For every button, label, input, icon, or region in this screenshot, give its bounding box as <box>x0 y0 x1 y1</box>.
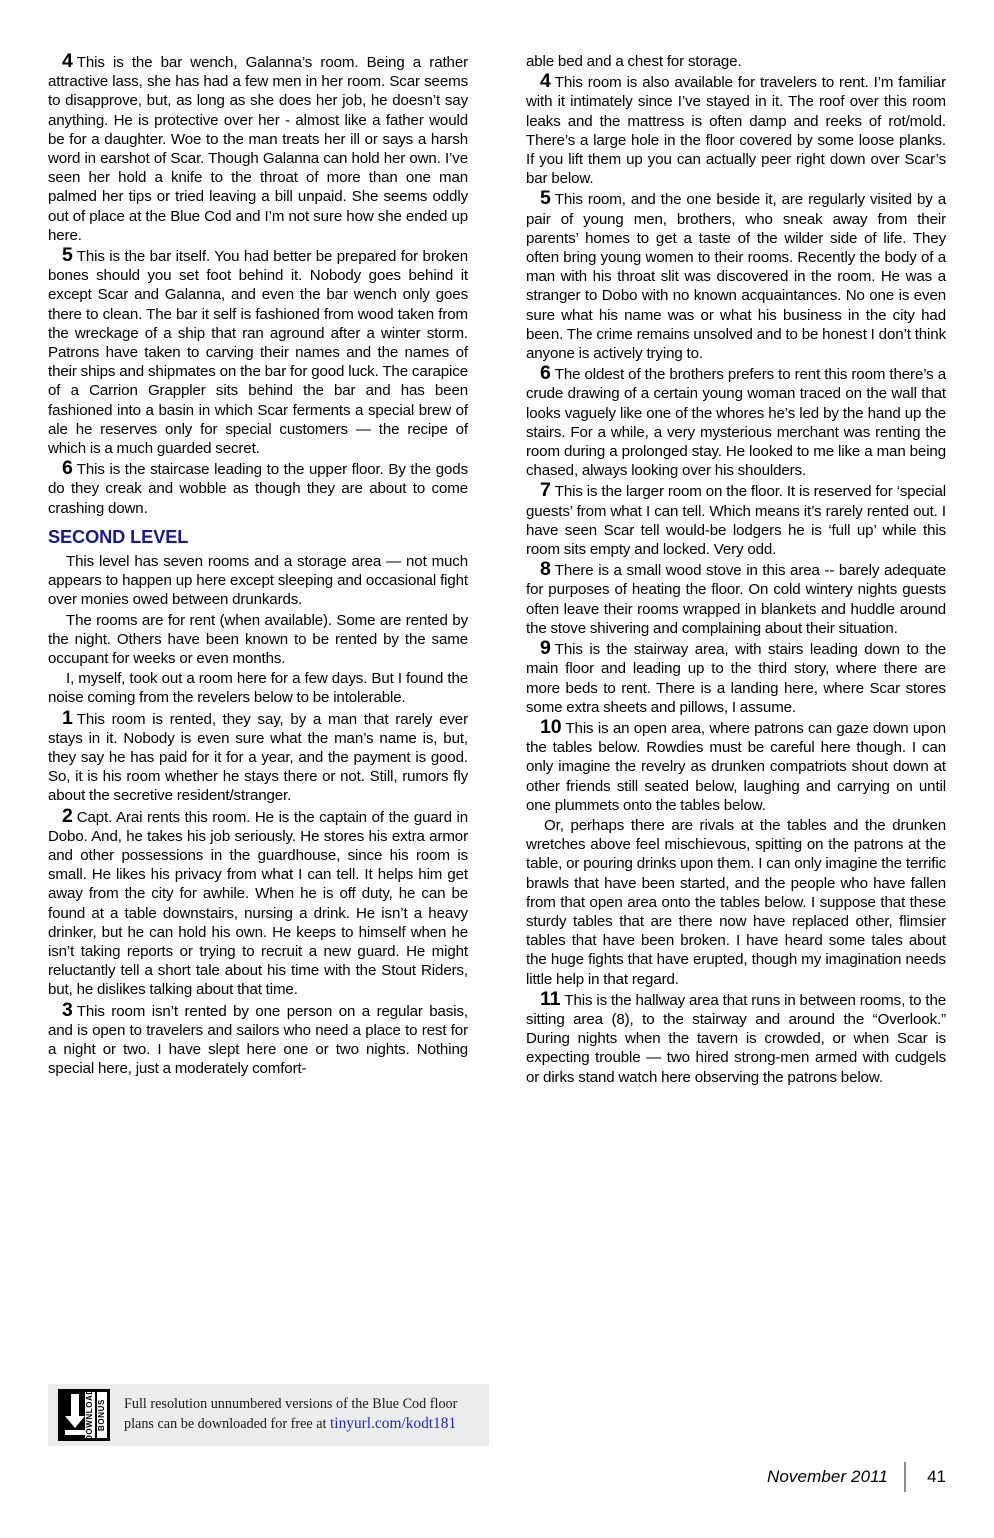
left-column <box>48 50 468 1442</box>
paragraph-2 <box>48 804 468 1000</box>
paragraph-6 <box>526 364 946 480</box>
paragraph-text: This room, and the one beside it, are regularly visited by a pair of young men, brothers, who sneak away from their parents’ homes to get a taste of the wilder side of life. They often bring young women to their rooms. Recently the body of a man with his throat slit was discovered in the room. He was a stranger to Dobo with no known acquaintances. No one is even sure what his name was or what his business in the city had been. The crime remains unsolved and to be honest I don’t think anyone is actively trying to. <box>526 191 946 363</box>
paragraph-7 <box>526 481 946 559</box>
paragraph-text: This is the hallway area that runs in between rooms, to the sitting area (8), to the stairway and around the “Overlook.” During nights when the tavern is crowded, or when Scar is expecting trouble — two hired strong-men armed with cudgels or dirks stand watch here observing the patrons below. <box>526 991 946 1086</box>
paragraph-text: The rooms are for rent (when available). Some are rented by the night. Others have been known to be rented by the same occupant for weeks or even months. <box>48 611 468 667</box>
bonus-text <box>124 1395 457 1435</box>
bonus-download-box <box>48 1384 489 1446</box>
two-column-layout <box>48 50 946 1442</box>
paragraph-1 <box>48 706 468 806</box>
paragraph-9 <box>526 639 946 717</box>
bonus-line-1: Full resolution unnumbered versions of the Blue Cod floor <box>124 1396 458 1413</box>
paragraph-number: 4 <box>540 70 551 93</box>
paragraph-5 <box>48 246 468 458</box>
paragraph-11 <box>526 987 946 1087</box>
paragraph-text: able bed and a chest for storage. <box>526 53 742 70</box>
section-paragraph-intro-2 <box>48 611 468 669</box>
paragraph-6 <box>48 459 468 518</box>
download-label: DOWNLOAD <box>85 1388 94 1442</box>
paragraph-text: This room is also available for travelers to rent. I’m familiar with it intimately since I’ve stayed in it. The roof over this room leaks and the mattress is often damp and reeks of rot/mold. There’s a large hole in the floor covered by some loose planks. If you lift them up you can actually peer right down over Scar’s bar below. <box>526 74 946 188</box>
paragraph-text: This room is rented, they say, by a man that rarely ever stays in it. Nobody is even sure what the man’s name is, but, they say he has paid for it for a year, and the payment is good. So, it is his room whether he stays there or not. Still, rumors fly about the secretive resident/stranger. <box>48 710 468 805</box>
down-arrow-icon <box>64 1394 86 1436</box>
paragraph-text: This is the stairway area, with stairs leading down to the main floor and leading up to the third story, where there are more beds to rent. There is a landing here, where Scar stores some extra sheets and pillows, I assume. <box>526 641 946 716</box>
bonus-label: BONUS <box>97 1392 107 1438</box>
section-heading-second-level: SECOND LEVEL <box>48 526 189 547</box>
paragraph-text: There is a small wood stove in this area -- barely adequate for purposes of heating the floor. On cold wintery nights guests often leave their rooms wrapped in blankets and huddle around the stove shivering and complaining about their situation. <box>526 562 946 637</box>
footer-page-number: 41 <box>927 1467 946 1486</box>
paragraph-number: 1 <box>62 706 73 729</box>
paragraph-number: 2 <box>62 804 73 827</box>
paragraph-aside <box>526 816 946 989</box>
paragraph-number: 11 <box>540 987 561 1010</box>
paragraph-continuation <box>526 52 946 71</box>
paragraph-10 <box>526 715 946 815</box>
paragraph-number: 3 <box>62 998 73 1021</box>
paragraph-number: 7 <box>540 479 551 502</box>
right-column <box>526 52 946 1432</box>
paragraph-text: This is the larger room on the floor. It is reserved for ‘special guests’ from what I can tell. Which means it’s rarely rented out. I have seen Scar tell would-be lodgers he is ‘full up’ while this room sits empty and locked. Very odd. <box>526 483 946 559</box>
paragraph-number: 8 <box>540 558 551 581</box>
paragraph-number: 4 <box>62 50 73 72</box>
bonus-line-2 <box>124 1414 457 1435</box>
paragraph-text: This is the bar wench, Galanna’s room. Being a rather attractive lass, she has had a few men in her room. Scar seems to disapprove, but, as long as she does her job, he doesn’t say anything. He is protective over her - almost like a father would be for a daughter. Woe to the man treats her ill or says a harsh word in earshot of Scar. Though Galanna can hold her own. I’ve seen her hold a knife to the throat of more than one man palmed her tips or tried leaving a bill unpaid. She seems oddly out of place at the Blue Cod and I’m not sure how she ended up here. <box>48 54 468 244</box>
bonus-download-link[interactable]: tinyurl.com/kodt181 <box>330 1415 457 1433</box>
paragraph-4 <box>48 52 468 245</box>
paragraph-text: Capt. Arai rents this room. He is the captain of the guard in Dobo. And, he takes his job seriously. He stores his extra armor and other possessions in the guardhouse, since his room is small. He likes his privacy from what I can tell. It helps him get away from the city for awhile. When he is off duty, he can be found at a table downstairs, nursing a drink. He isn’t a heavy drinker, but he can hold his own. He keeps to himself when he isn’t taking reports or trying to recruit a new guard. He might reluctantly tell a short tale about his time with the Stout Riders, but, he dislikes talking about that time. <box>48 808 468 999</box>
paragraph-text: This is an open area, where patrons can gaze down upon the tables below. Rowdies must be careful here though. I can only imagine the revelry as drunken compatriots shout down at other friends still seated below, laughing and carrying on until one plummets onto the tables below. <box>526 719 946 814</box>
footer-issue-date: November 2011 <box>767 1467 888 1486</box>
paragraph-4 <box>526 72 946 188</box>
page-footer <box>767 1462 946 1492</box>
bonus-line-2-prefix: plans can be downloaded for free at <box>124 1416 331 1433</box>
paragraph-text: This is the bar itself. You had better be prepared for broken bones should you set foot behind it. Nobody goes behind it except Scar and Galanna, and even the bar wench only goes there to clean. The bar it self is fashioned from wood taken from the wreckage of a ship that ran aground after a winter storm. Patrons have taken to carving their names and the names of their ships and shipmates on the bar for good luck. The carapice of a Carrion Grappler sits behind the bar and has been fashioned into a basin in which Scar ferments a special brew of ale he reserves only for special customers — the recipe of which is a much guarded secret. <box>48 248 468 458</box>
paragraph-number: 6 <box>62 457 73 480</box>
paragraph-8 <box>526 560 946 638</box>
download-icon <box>58 1389 110 1441</box>
paragraph-text: This level has seven rooms and a storage area — not much appears to happen up here except sleeping and occasional fight over monies owed between drunkards. <box>48 552 468 609</box>
paragraph-number: 10 <box>540 715 562 738</box>
bonus-icon-labels <box>85 1388 107 1442</box>
paragraph-text: This is the staircase leading to the upper floor. By the gods do they creak and wobble as though they are about to come crashing down. <box>48 461 468 517</box>
paragraph-text: This room isn’t rented by one person on a regular basis, and is open to travelers and sailors who need a place to rest for a night or two. I have slept here one or two nights. Nothing special here, just a moderately comfort- <box>48 1002 468 1078</box>
paragraph-text: Or, perhaps there are rivals at the tables and the drunken wretches above feel mischievous, spitting on the patrons at the table, or pouring drinks upon them. I can only imagine the terrific brawls that have been started, and the people who have fallen from that open area onto the tables below. I suppose that these sturdy tables that are there now have replaced other, flimsier tables that have been broken. I have heard some tales about the huge fights that have erupted, though my imagination needs little help in that regard. <box>526 816 946 988</box>
paragraph-3 <box>48 998 468 1079</box>
paragraph-number: 5 <box>540 187 551 210</box>
paragraph-number: 5 <box>62 244 73 267</box>
paragraph-number: 6 <box>540 362 551 385</box>
paragraph-5 <box>526 189 946 363</box>
paragraph-text: The oldest of the brothers prefers to rent this room there’s a crude drawing of a certain young woman traced on the wall that looks vaguely like one of the whores he’s led by the hand up the stairs. For a while, a very mysterious merchant was renting the room during a prolonged stay. He looked to me like a man being chased, always looking over his shoulders. <box>526 366 946 480</box>
paragraph-number: 9 <box>540 637 551 660</box>
paragraph-text: I, myself, took out a room here for a few days. But I found the noise coming from the revelers below to be intolerable. <box>48 670 468 707</box>
section-paragraph-intro-1 <box>48 552 468 610</box>
section-paragraph-intro-3 <box>48 669 468 707</box>
